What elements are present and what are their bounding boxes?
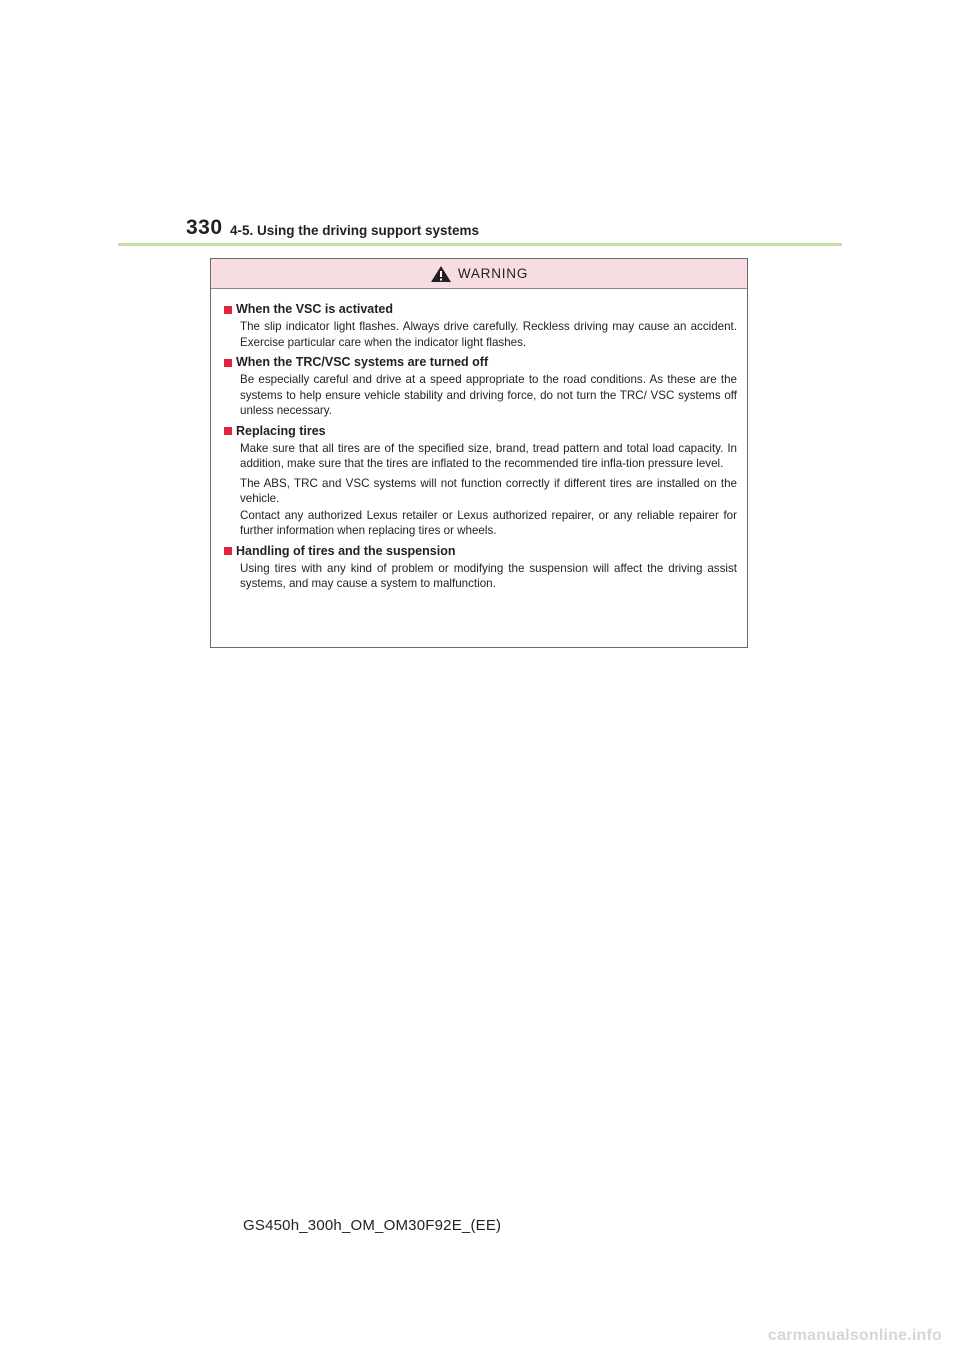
item-heading <box>224 543 737 560</box>
warning-item <box>224 423 737 539</box>
red-square-icon <box>224 359 232 367</box>
item-heading <box>224 354 737 371</box>
item-paragraph: Be especially careful and drive at a speed appropriate to the road conditions. As these are the systems to help ensure vehicle stability and driving force, do not turn the TRC/ VSC systems off unless necessary. <box>240 373 737 417</box>
warning-item <box>224 301 737 350</box>
item-heading-text: Replacing tires <box>236 423 326 438</box>
header-rule <box>118 243 842 246</box>
item-heading <box>224 301 737 318</box>
warning-header <box>211 259 747 289</box>
item-paragraph: The slip indicator light flashes. Always drive carefully. Reckless driving may cause an accident. Exercise particular care when the indicator light flashes. <box>240 320 737 349</box>
item-paragraph: Using tires with any kind of problem or modifying the suspension will affect the driving assist systems, and may cause a system to malfunction. <box>240 561 737 590</box>
watermark: carmanualsonline.info <box>767 1327 942 1344</box>
red-square-icon <box>224 427 232 435</box>
red-square-icon <box>224 547 232 555</box>
item-heading-text: When the VSC is activated <box>236 302 393 316</box>
warning-item <box>224 354 737 419</box>
item-paragraph: Contact any authorized Lexus retailer or Lexus authorized repairer, or any reliable repairer for further information when replacing tires or wheels. <box>240 508 737 537</box>
section-title: 4-5. Using the driving support systems <box>230 223 480 238</box>
warning-triangle-icon <box>430 265 452 283</box>
item-heading <box>224 423 737 440</box>
red-square-icon <box>224 306 232 314</box>
warning-item <box>224 543 737 592</box>
page-number: 330 <box>186 216 223 239</box>
item-paragraph: Make sure that all tires are of the specified size, brand, tread pattern and total load capacity. In addition, make sure that the tires are inflated to the recommended tire infla-tion pressure level. <box>240 441 737 470</box>
item-paragraph: The ABS, TRC and VSC systems will not function correctly if different tires are installed on the vehicle. <box>240 476 737 505</box>
warning-body <box>211 289 747 592</box>
item-heading-text: When the TRC/VSC systems are turned off <box>236 355 489 369</box>
warning-box <box>210 258 748 648</box>
item-heading-text: Handling of tires and the suspension <box>236 543 456 558</box>
warning-label: WARNING <box>457 266 529 281</box>
footer-code: GS450h_300h_OM_OM30F92E_(EE) <box>243 1217 502 1234</box>
